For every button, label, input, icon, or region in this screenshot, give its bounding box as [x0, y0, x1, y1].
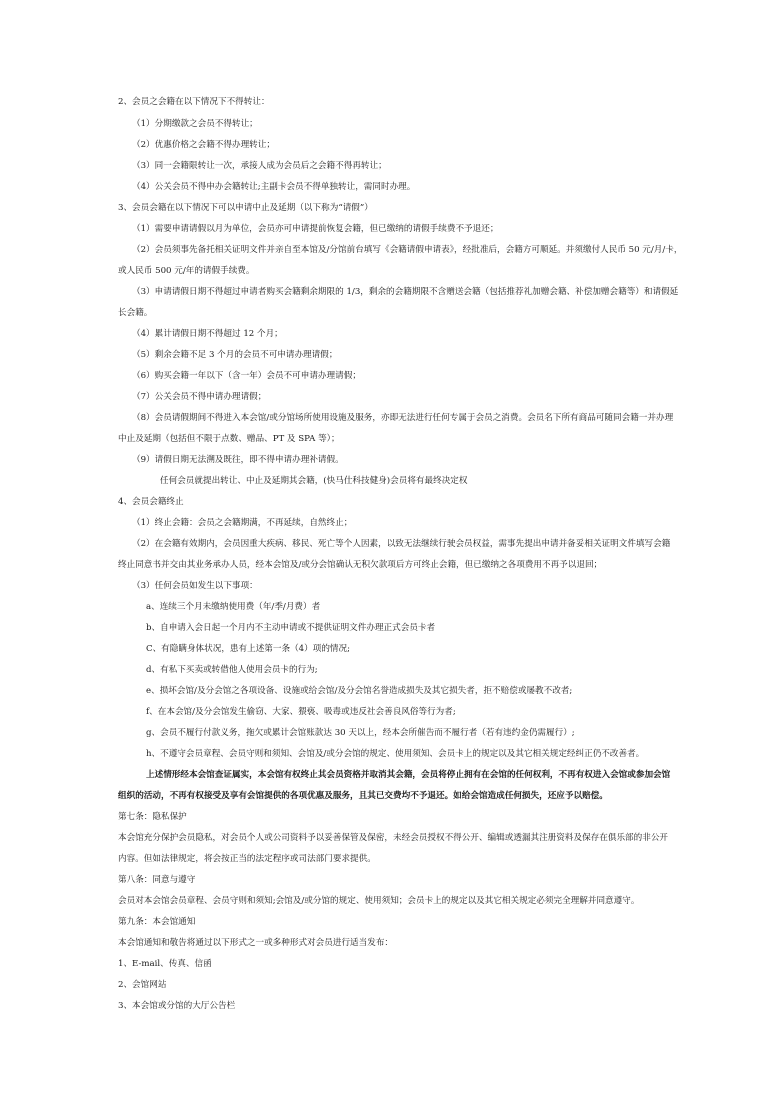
section3-item-6: （6）购买会籍一年以下（含一年）会员不可申请办理请假； — [132, 371, 361, 381]
article7-title: 第七条：隐私保护 — [118, 812, 187, 822]
section4-sub-f: f、在本会馆/及分会馆发生偷窃、大家、猥亵、吸毒或违反社会善良风俗等行为者; — [146, 707, 456, 717]
section3-item-4: （4）累计请假日期不得超过 12 个月； — [132, 329, 283, 339]
article8-title: 第八条：同意与遵守 — [118, 875, 196, 885]
section4-item-1: （1）终止会籍：会员之会籍期满，不再延续，自然终止； — [132, 518, 353, 528]
section4-sub-e: e、损坏会馆/及分会馆之各项设备、设施或给会馆/及分会馆名誉造成损失及其它损失者，拒不赔偿或屡教不改者; — [146, 686, 573, 696]
section3-item-1: （1）需要申请请假以月为单位，会员亦可申请提前恢复会籍，但已缴纳的请假手续费不予退还； — [132, 224, 499, 234]
article9-line1: 本会馆通知和敬告将通过以下形式之一或多种形式对会员进行适当发布： — [118, 938, 394, 948]
section3-item-2-line2: 或人民币 500 元/年的请假手续费。 — [118, 266, 255, 276]
article9-title: 第九条：本会馆通知 — [118, 917, 196, 927]
section3-item-3-line2: 长会籍。 — [118, 308, 153, 318]
section3-item-7: （7）公关会员不得申请办理请假； — [132, 392, 267, 402]
section3-note: 任何会员就提出转让、中止及延期其会籍，(快马仕科技健身)会员将有最终决定权 — [160, 476, 468, 486]
section4-item-2-line2: 终止同意书并交由其业务承办人员，经本会馆及/或分会馆确认无积欠款项后方可终止会籍，但已缴纳之各项费用不再予以退回； — [118, 560, 603, 570]
article7-line1: 本会馆充分保护会员隐私，对会员个人或公司资料予以妥善保管及保密，未经会员授权不得公开、编辑或透漏其注册资料及保存在俱乐部的非公开 — [118, 833, 669, 843]
section4-sub-a: a、连续三个月未缴纳使用费（年/季/月费）者 — [146, 602, 321, 612]
section3-item-2-line1: （2）会员须事先备托相关证明文件并亲自至本馆及/分馆前台填写《会籍请假申请表》，经批准后，会籍方可顺延。并须缴付人民币 50 元/月/卡， — [132, 245, 683, 255]
section2-item-4: （4）公关会员不得申办会籍转让;主副卡会员不得单独转让，需同时办理。 — [132, 182, 416, 192]
section4-sub-d: d、有私下买卖或转借他人使用会员卡的行为; — [146, 665, 318, 675]
section3-item-8-line2: 中止及延期（包括但不限于点数、赠品、PT 及 SPA 等）； — [118, 434, 340, 444]
section3-item-9: （9）请假日期无法溯及既往，即不得申请办理补请假。 — [132, 455, 344, 465]
article8-line1: 会员对本会馆会员章程、会员守则和须知;会馆及/或分馆的规定、使用须知；会员卡上的规定以及其它相关规定必须完全理解并同意遵守。 — [118, 896, 640, 906]
section4-sub-g: g、会员不履行付款义务，拖欠或累计会馆账款达 30 天以上，经本会所催告而不履行者（若有违约金仍需履行）; — [146, 728, 575, 738]
section4-title: 4、会员会籍终止 — [118, 497, 184, 507]
section2-item-2: （2）优惠价格之会籍不得办理转让； — [132, 140, 275, 150]
section4-sub-c: C、有隐瞒身体状况，患有上述第一条（4）项的情况; — [146, 644, 351, 654]
article7-line2: 内容。但如法律规定，将会按正当的法定程序或司法部门要求提供。 — [118, 854, 376, 864]
article9-item-1: 1、E-mail、传真、信函 — [118, 959, 212, 969]
section3-item-3-line1: （3）申请请假日期不得超过申请者购买会籍剩余期限的 1/3，剩余的会籍期限不含赠送会籍（包括推荐礼加赠会籍、补偿加赠会籍等）和请假延 — [132, 287, 679, 297]
section4-sub-h: h、不遵守会员章程、会员守则和须知、会馆及/或分会馆的规定、使用须知、会员卡上的规定以及其它相关规定经纠正仍不改善者。 — [146, 749, 645, 759]
section3-item-5: （5）剩余会籍不足 3 个月的会员不可申请办理请假； — [132, 350, 338, 360]
section4-bold-line2: 组织的活动，不再有权接受及享有会馆提供的各项优惠及服务，且其已交费均不予退还。如给会馆造成任何损失，还应予以赔偿。 — [118, 791, 608, 801]
section4-sub-b: b、自申请入会日起一个月内不主动申请或不提供证明文件办理正式会员卡者 — [146, 623, 436, 633]
section2-item-3: （3）同一会籍限转让一次，承接人成为会员后之会籍不得再转让； — [132, 161, 387, 171]
article9-item-2: 2、会馆网站 — [118, 980, 167, 990]
section2-item-1: （1）分期缴款之会员不得转让； — [132, 119, 258, 129]
article9-item-3: 3、本会馆或分馆的大厅公告栏 — [118, 1001, 236, 1011]
section4-item-2-line1: （2）在会籍有效期内，会员因重大疾病、移民、死亡等个人因素，以致无法继续行驶会员权益，需事先提出申请并备妥相关证明文件填写会籍 — [132, 539, 671, 549]
section3-title: 3、会员会籍在以下情况下可以申请中止及延期（以下称为“请假”） — [118, 203, 373, 213]
section2-title: 2、会员之会籍在以下情况下不得转让： — [118, 97, 270, 107]
section4-bold-line1: 上述情形经本会馆查证属实，本会馆有权终止其会员资格并取消其会籍，会员将停止拥有在会馆的任何权利，不再有权进入会馆或参加会馆 — [146, 770, 671, 780]
section4-item-3: （3）任何会员如发生以下事项： — [132, 581, 258, 591]
section3-item-8-line1: （8）会员请假期间不得进入本会馆/或分馆场所使用设施及服务，亦即无法进行任何专属于会员之消费。会员名下所有商品可随同会籍一并办理 — [132, 413, 674, 423]
